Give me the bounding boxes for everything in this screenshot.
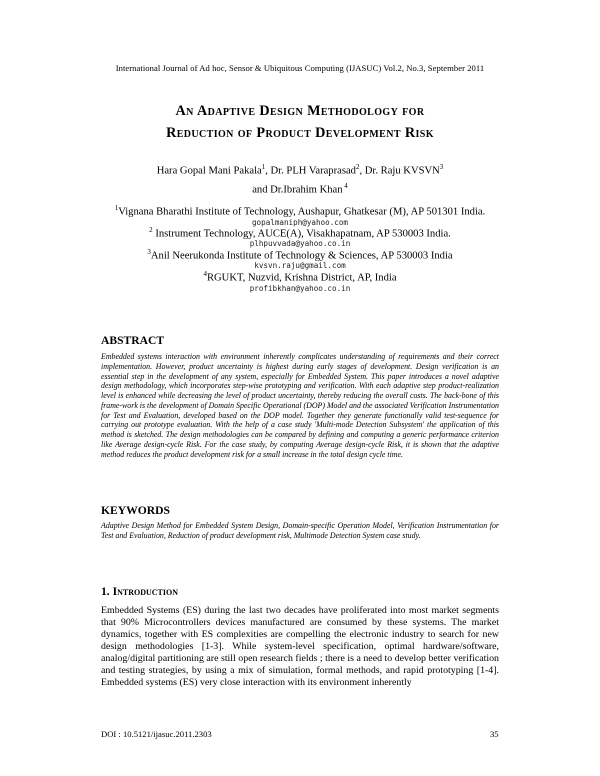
affiliation-4-email[interactable]: profibkhan@yahoo.co.in — [249, 284, 351, 293]
abstract-body: Embedded systems interaction with environment inherently complicates understanding of requirements and their correct implementation. However, product uncertainty is highest during early stages of development. Design verification is an essential step in the development of any system, especially for Embedded System. This paper introduces a novel adaptive design methodology, which incorporates step-wise prototyping and verification. With each adaptive step product-realization level is enhanced while decreasing the level of product uncertainty, thereby reducing the overall costs. The back-bone of this frame-work is the development of Domain Specific Operational (DOP) Model and the associated Verification Instrumentation for Test and Evaluation, developed based on the DOP model. Together they generate functionally valid test-sequence for carrying out prototype evaluation. With the help of a case study 'Multi-mode Detection Subsystem' the application of this method is sketched. The design methodologies can be compared by defining and computing a generic performance criterion like Average design-cycle Risk. For the case study, by computing Average design-cycle Risk, it is shown that the adaptive method reduces the product development risk for a small increase in the total design cycle time. — [101, 352, 499, 459]
author-line-2 — [0, 179, 600, 198]
keywords-body: Adaptive Design Method for Embedded System Design, Domain-specific Operation Model, Verification Instrumentation for Test and Evaluation, Reduction of product development risk, Multimode Detection System case study. — [101, 521, 499, 540]
affiliation-4-text: RGUKT, Nuzvid, Krishna District, AP, India — [206, 272, 397, 284]
affiliation-1-sup: 1 — [114, 204, 119, 212]
introduction-body: Embedded Systems (ES) during the last two decades have proliferated into most market segments that 90% Microcontrollers devices manufactured are consumed by these systems. The market dynamics, together with ES complexities are compelling the electronic industry to search for new design methodologies [1-3]. While system-level specification, optimal hardware/software, analog/digital partitioning are still open research fields ; there is a need to develop better verification and testing strategies, by using a mix of simulation, formal methods, and rapid prototyping [1-4]. Embedded systems (ES) very close interaction with its environment inherently — [101, 605, 499, 688]
paper-title — [0, 100, 600, 144]
affiliation-3-email[interactable]: kvsvn.raju@gmail.com — [254, 261, 346, 270]
abstract-heading: ABSTRACT — [101, 334, 165, 347]
affiliation-2-sup: 2 — [149, 226, 153, 234]
title-line-2: Reduction of Product Development Risk — [166, 125, 434, 141]
affiliation-2-email[interactable]: plhpuvvada@yahoo.co.in — [249, 239, 351, 248]
page-number: 35 — [490, 729, 499, 739]
affiliation-2 — [0, 226, 600, 240]
affiliation-3 — [0, 248, 600, 262]
affiliation-1 — [0, 204, 600, 218]
author-3: , Dr. Raju KVSVN — [359, 165, 440, 177]
author-list — [0, 160, 600, 197]
affiliation-3-sup: 3 — [147, 248, 151, 256]
affiliation-3-text: Anil Neerukonda Institute of Technology & Sciences, AP 530003 India — [150, 250, 453, 262]
affiliation-1-text: Vignana Bharathi Institute of Technology, Aushapur, Ghatkesar (M), AP 501301 India. — [118, 206, 486, 218]
running-header: International Journal of Ad hoc, Sensor & Ubiquitous Computing (IJASUC) Vol.2, No.3, September 2011 — [115, 63, 485, 73]
author-4: and Dr.Ibrahim Khan — [252, 184, 343, 196]
author-1-sup: 1 — [261, 163, 266, 171]
affiliation-2-text: Instrument Technology, AUCE(A), Visakhapatnam, AP 530003 India. — [152, 228, 451, 240]
introduction-heading: 1. Introduction — [101, 585, 179, 598]
author-line-1 — [0, 160, 600, 179]
title-line-1: An Adaptive Design Methodology for — [175, 103, 425, 119]
affiliation-4 — [0, 270, 600, 284]
footer-doi: DOI : 10.5121/ijasuc.2011.2303 — [101, 729, 212, 739]
keywords-heading: KEYWORDS — [101, 504, 170, 517]
affiliation-1-email[interactable]: gopalmaniph@yahoo.com — [251, 218, 348, 227]
author-2-sup: 2 — [355, 163, 360, 171]
author-3-sup: 3 — [439, 163, 444, 171]
author-2: , Dr. PLH Varaprasad — [265, 165, 356, 177]
author-1: Hara Gopal Mani Pakala — [156, 165, 262, 177]
affiliation-4-sup: 4 — [203, 270, 207, 278]
author-4-sup: 4 — [342, 181, 348, 190]
